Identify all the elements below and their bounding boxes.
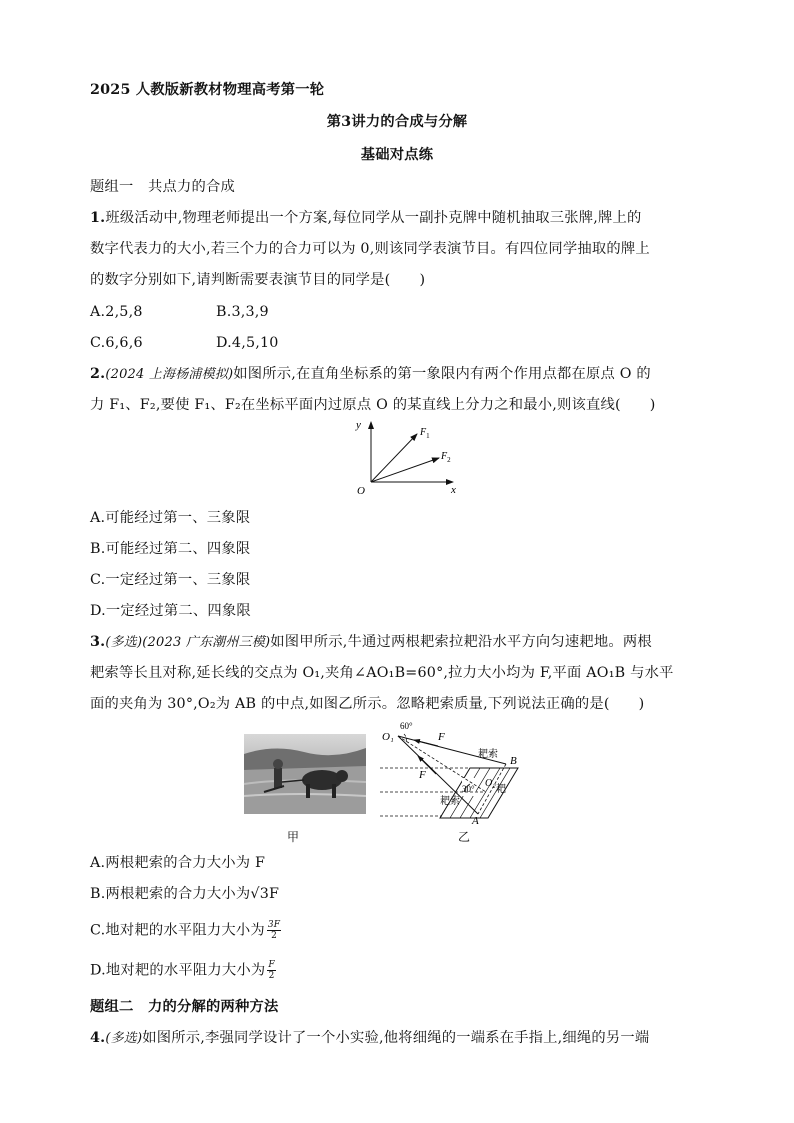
option-d-text: D.地对耙的水平阻力大小为	[90, 962, 266, 979]
question-2-line-2: 力 F₁、F₂,要使 F₁、F₂在坐标平面内过原点 O 的某直线上分力之和最小,则该直线( )	[90, 397, 656, 413]
question-2-line-1	[90, 364, 651, 385]
question-1-option-a: A.2,5,8	[90, 304, 143, 320]
question-2-number: 2.	[90, 366, 106, 382]
fraction-3f-over-2: $\frac{3F}{2}$	[267, 920, 281, 941]
question-3-source: (2023 广东潮州三模)	[142, 635, 271, 650]
o2-label: O₂	[485, 778, 496, 789]
question-3-line-1	[90, 632, 652, 653]
question-3-text: 如图甲所示,牛通过两根耙索拉耙沿水平方向匀速耙地。两根	[270, 634, 652, 650]
question-3-line-2: 耙索等长且对称,延长线的交点为 O₁,夹角∠AO₁B=60°,拉力大小均为 F,平面 AO₁B 与水平	[90, 665, 674, 681]
question-4-text: 如图所示,李强同学设计了一个小实验,他将细绳的一端系在手指上,细绳的另一端	[142, 1030, 650, 1046]
question-3-option-d	[90, 960, 276, 981]
question-1-option-b: B.3,3,9	[216, 304, 269, 320]
f1-label: $F_1$	[420, 427, 430, 440]
question-2-option-c: C.一定经过第一、三象限	[90, 572, 251, 588]
group-heading-2: 题组二 力的分解的两种方法	[90, 999, 279, 1015]
f2-label: $F_2$	[441, 451, 451, 464]
f1-vector	[371, 434, 417, 482]
question-3-multi-tag: (多选)	[105, 635, 143, 650]
question-3-option-a: A.两根耙索的合力大小为 F	[90, 855, 266, 871]
origin-label: O	[357, 485, 365, 497]
question-3-option-b: B.两根耙索的合力大小为√3F	[90, 886, 280, 902]
f2-vector	[371, 458, 439, 482]
section-subtitle: 基础对点练	[360, 147, 434, 163]
rope-force-diagram	[378, 720, 538, 827]
fraction-f-over-2: $\frac{F}{2}$	[268, 960, 275, 981]
question-4-multi-tag: (多选)	[105, 1031, 143, 1046]
doc-header: 2025 人教版新教材物理高考第一轮	[90, 82, 325, 98]
x-axis-label: x	[451, 484, 456, 496]
f-upper-label: F	[438, 731, 445, 743]
question-2-option-d: D.一定经过第二、四象限	[90, 603, 251, 619]
question-4-number: 4.	[90, 1030, 106, 1046]
figure-caption-jia: 甲	[287, 830, 300, 844]
question-1-option-d: D.4,5,10	[216, 335, 279, 351]
question-1-line-3: 的数字分别如下,请判断需要表演节目的同学是( )	[90, 272, 426, 288]
question-1-line-2: 数字代表力的大小,若三个力的合力可以为 0,则该同学表演节目。有四位同学抽取的牌上	[90, 241, 650, 257]
rope-label-upper: 耙索	[478, 749, 498, 760]
question-1-number: 1.	[90, 210, 106, 226]
rake-label: 耙	[496, 784, 506, 795]
question-2-text: 如图所示,在直角坐标系的第一象限内有两个作用点都在原点 O 的	[233, 366, 651, 382]
option-c-text: C.地对耙的水平阻力大小为	[90, 922, 265, 939]
ox-plowing-photo	[244, 734, 366, 814]
question-1-option-c: C.6,6,6	[90, 335, 143, 351]
question-3-line-3: 面的夹角为 30°,O₂为 AB 的中点,如图乙所示。忽略耙索质量,下列说法正确的是( )	[90, 696, 645, 712]
question-3-number: 3.	[90, 634, 106, 650]
figure-caption-yi: 乙	[458, 830, 471, 844]
y-axis-label: y	[356, 419, 361, 431]
question-2-option-b: B.可能经过第二、四象限	[90, 541, 251, 557]
question-3-option-c	[90, 920, 281, 941]
question-4-line-1	[90, 1028, 649, 1049]
force-vector-figure	[335, 418, 475, 498]
question-1-text: 班级活动中,物理老师提出一个方案,每位同学从一副扑克牌中随机抽取三张牌,牌上的	[105, 210, 642, 226]
f-lower-label: F	[419, 769, 426, 781]
o1-label: O₁	[382, 731, 394, 743]
question-2-option-a: A.可能经过第一、三象限	[90, 510, 251, 526]
point-a-label: A	[472, 815, 479, 827]
question-1-line-1	[90, 208, 641, 228]
angle-30-label: 30°	[462, 784, 475, 794]
angle-60-label: 60°	[400, 721, 413, 731]
point-b-label: B	[510, 755, 517, 767]
question-2-source: (2024 上海杨浦模拟)	[105, 367, 234, 382]
rope-label-lower: 耙索	[440, 796, 460, 807]
page-title: 第3讲力的合成与分解	[326, 114, 468, 130]
group-heading-1: 题组一 共点力的合成	[90, 179, 235, 195]
